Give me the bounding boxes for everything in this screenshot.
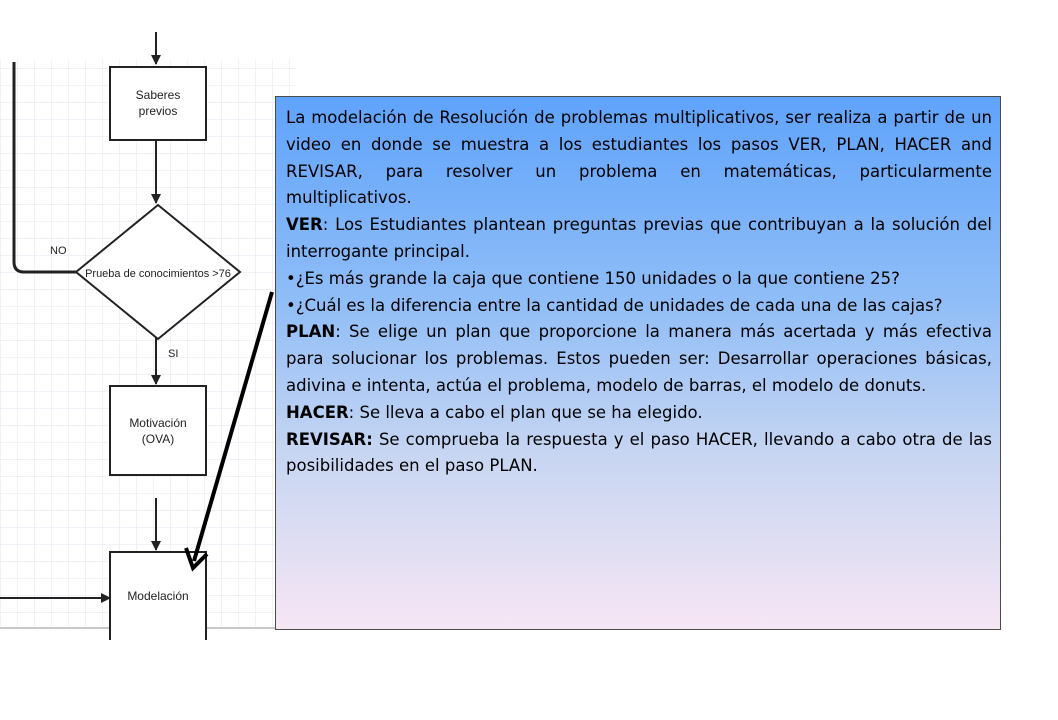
plan-label: PLAN bbox=[286, 322, 336, 342]
question-1-text: ¿Es más grande la caja que contiene 150 unidades o la que contiene 25? bbox=[295, 268, 900, 288]
node-motivacion-label-line2: (OVA) bbox=[141, 432, 175, 446]
question-2-text: ¿Cuál es la diferencia entre la cantidad de unidades de cada una de las cajas? bbox=[295, 295, 943, 315]
revisar-label: REVISAR: bbox=[286, 429, 373, 449]
edge-label-no: NO bbox=[50, 245, 67, 257]
ver-text: : Los Estudiantes plantean preguntas previas que contribuyan a la solución del interrogante principal. bbox=[286, 215, 992, 261]
ver-label: VER bbox=[286, 215, 323, 235]
revisar-paragraph bbox=[286, 427, 992, 481]
plan-text: : Se elige un plan que proporcione la manera más acertada y más efectiva para solucionar los problemas. Estos pueden ser: Desarrollar operaciones básicas, adivina e intenta, actúa el problema, modelo de barras, el modelo de donuts. bbox=[286, 322, 992, 395]
edge-label-si: SI bbox=[168, 348, 179, 360]
explanation-textbox bbox=[275, 96, 1001, 630]
node-saberes-label-line2: previos bbox=[138, 104, 178, 118]
callout-pointer-line bbox=[194, 292, 272, 561]
bullet-1: • bbox=[286, 268, 296, 288]
node-saberes-label-line1: Saberes bbox=[135, 88, 181, 102]
question-2 bbox=[286, 293, 992, 320]
bullet-2: • bbox=[286, 295, 296, 315]
revisar-text: Se comprueba la respuesta y el paso HACER, llevando a cabo otra de las posibilidades en el paso PLAN. bbox=[286, 429, 992, 476]
node-motivacion-label-line1: Motivación bbox=[129, 416, 187, 430]
ver-paragraph bbox=[286, 212, 992, 266]
question-1 bbox=[286, 266, 992, 293]
hacer-label: HACER bbox=[286, 402, 349, 422]
callout-pointer bbox=[0, 0, 300, 640]
intro-paragraph: La modelación de Resolución de problemas multiplicativos, ser realiza a partir de un video en donde se muestra a los estudiantes los pasos VER, PLAN, HACER and REVISAR, para resolver un problema en matemáticas, particularmente multiplicativos. bbox=[286, 108, 992, 208]
plan-paragraph bbox=[286, 319, 992, 399]
node-modelacion-label: Modelación bbox=[127, 589, 189, 603]
hacer-text: : Se lleva a cabo el plan que se ha elegido. bbox=[348, 402, 703, 422]
node-prueba-label: Prueba de conocimientos >76 bbox=[85, 268, 231, 280]
hacer-paragraph bbox=[286, 400, 992, 427]
